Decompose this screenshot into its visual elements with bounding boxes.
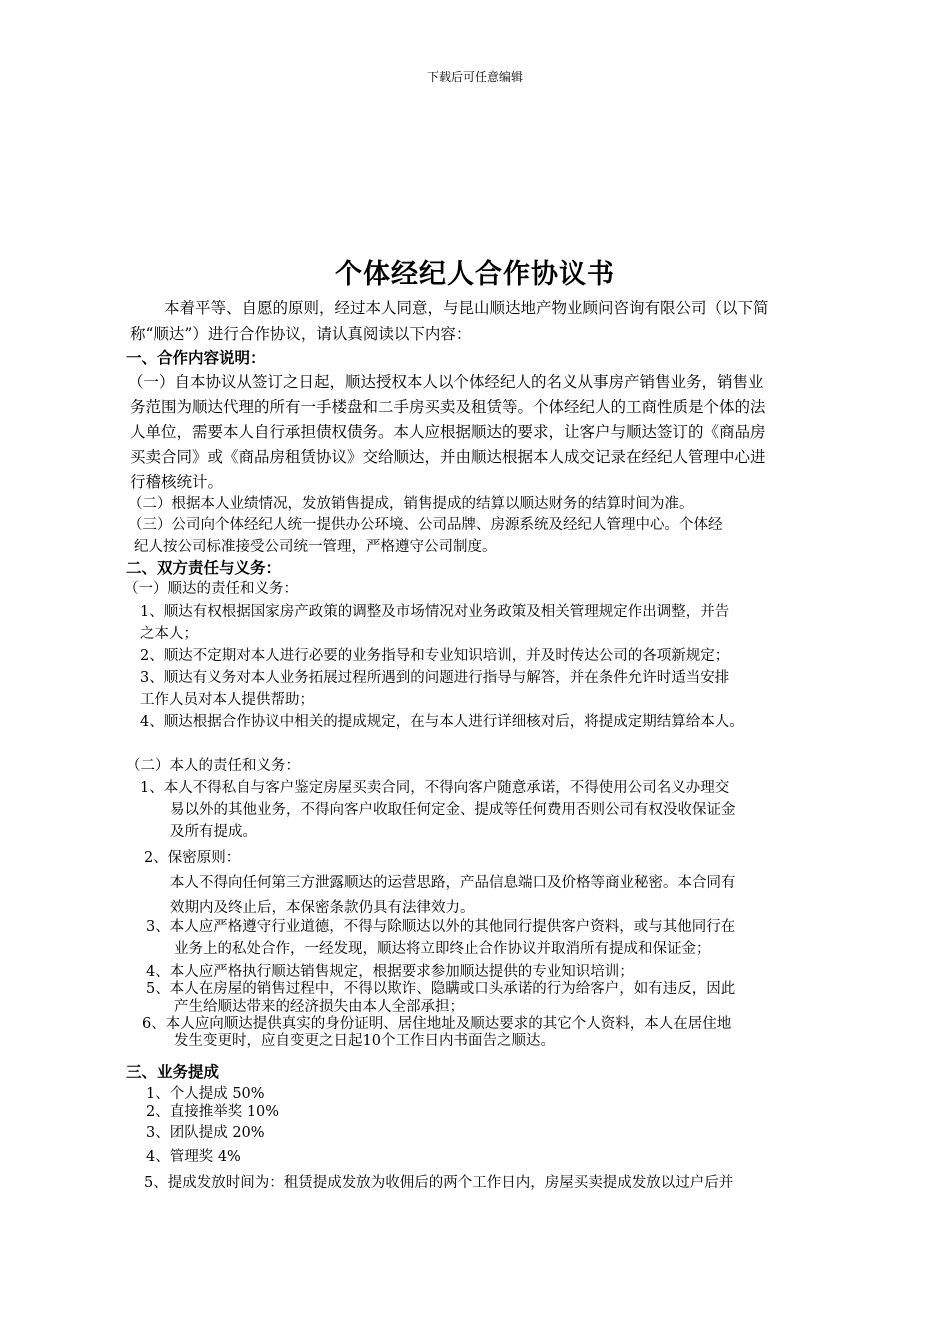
section1-p1-line-1: （一）自本协议从签订之日起，顺达授权本人以个体经纪人的名义从事房产销售业务，销售业 <box>128 373 764 391</box>
section2-a3-line-1: 3、顺达有义务对本人业务拓展过程所遇到的问题进行指导与解答，并在条件允许时适当安排 <box>140 670 730 686</box>
section2-b3-line-1: 3、本人应严格遵守行业道德，不得与除顺达以外的其他同行提供客户资料，或与其他同行在 <box>146 919 736 935</box>
section1-p1-line-3: 人单位，需要本人自行承担债权债务。本人应根据顺达的要求，让客户与顺达签订的《商品房 <box>130 423 766 441</box>
section1-p2: （二）根据本人业绩情况，发放销售提成，销售提成的结算以顺达财务的结算时间为准。 <box>128 496 694 512</box>
document-title: 个体经纪人合作协议书 <box>335 259 615 290</box>
section2-a2: 2、顺达不定期对本人进行必要的业务指导和专业知识培训，并及时传达公司的各项新规定； <box>140 648 730 664</box>
section2-b3-line-2: 业务上的私处合作，一经发现，顺达将立即终止合作协议并取消所有提成和保证金； <box>174 941 711 957</box>
section2-b6-line-2: 发生变更时，应自变更之日起10个工作日内书面告之顺达。 <box>174 1033 555 1049</box>
section1-heading: 一、合作内容说明： <box>126 349 266 367</box>
section3-item-1: 1、个人提成 50% <box>146 1086 265 1102</box>
section3-item-4: 4、管理奖 4% <box>146 1149 241 1165</box>
section2-sub1: （一）顺达的责任和义务： <box>124 581 298 597</box>
section1-p1-line-5: 行稽核统计。 <box>130 473 224 491</box>
section2-b4: 4、本人应严格执行顺达销售规定，根据要求参加顺达提供的专业知识培训； <box>146 964 634 980</box>
section1-p3-line-1: （三）公司向个体经纪人统一提供办公环境、公司品牌、房源系统及经纪人管理中心。个体经 <box>128 517 723 533</box>
section3-heading: 三、业务提成 <box>126 1063 220 1081</box>
intro-line-1: 本着平等、自愿的原则，经过本人同意，与昆山顺达地产物业顾问咨询有限公司（以下简 <box>164 299 769 317</box>
section2-b1-line-1: 1、本人不得私自与客户鉴定房屋买卖合同，不得向客户随意承诺，不得使用公司名义办理交 <box>140 780 730 796</box>
section3-item-3: 3、团队提成 20% <box>146 1125 265 1141</box>
section2-a3-line-2: 工作人员对本人提供帮助； <box>140 692 314 708</box>
section1-p1-line-2: 务范围为顺达代理的所有一手楼盘和二手房买卖及租赁等。个体经纪人的工商性质是个体的法 <box>130 398 766 416</box>
section2-heading: 二、双方责任与义务： <box>126 559 282 577</box>
intro-line-2: 称“顺达”）进行合作协议，请认真阅读以下内容： <box>130 325 472 343</box>
section2-sub2: （二）本人的责任和义务： <box>126 758 300 774</box>
section2-a4: 4、顺达根据合作协议中相关的提成规定，在与本人进行详细核对后，将提成定期结算给本人。 <box>140 714 744 730</box>
page-header: 下载后可任意编辑 <box>426 70 523 84</box>
section2-b5-line-2: 产生给顺达带来的经济损失由本人全部承担； <box>174 999 464 1015</box>
section1-p3-line-2: 纪人按公司标准接受公司统一管理，严格遵守公司制度。 <box>134 539 497 555</box>
section2-b1-line-2: 易以外的其他业务，不得向客户收取任何定金、提成等任何费用否则公司有权没收保证金 <box>170 802 736 818</box>
section2-a1-line-1: 1、顺达有权根据国家房产政策的调整及市场情况对业务政策及相关管理规定作出调整，并告 <box>140 604 730 620</box>
section2-b5-line-1: 5、本人在房屋的销售过程中，不得以欺诈、隐瞒或口头承诺的行为给客户，如有违反，因此 <box>146 981 736 997</box>
section3-item-5: 5、提成发放时间为：租赁提成发放为收佣后的两个工作日内，房屋买卖提成发放以过户后并 <box>144 1175 734 1191</box>
section2-a1-line-2: 之本人； <box>140 626 198 642</box>
section2-b2: 2、保密原则： <box>144 850 241 866</box>
section1-p1-line-4: 买卖合同》或《商品房租赁协议》交给顺达，并由顺达根据本人成交记录在经纪人管理中心进 <box>130 448 766 466</box>
section2-b1-line-3: 及所有提成。 <box>170 824 257 840</box>
section2-b2-text-line-1: 本人不得向任何第三方泄露顺达的运营思路，产品信息端口及价格等商业秘密。本合同有 <box>170 875 736 891</box>
section3-item-2: 2、直接推举奖 10% <box>146 1104 280 1120</box>
section2-b6-line-1: 6、本人应向顺达提供真实的身份证明、居住地址及顺达要求的其它个人资料，本人在居住地 <box>142 1016 732 1032</box>
section2-b2-text-line-2: 效期内及终止后，本保密条款仍具有法律效力。 <box>170 900 475 916</box>
